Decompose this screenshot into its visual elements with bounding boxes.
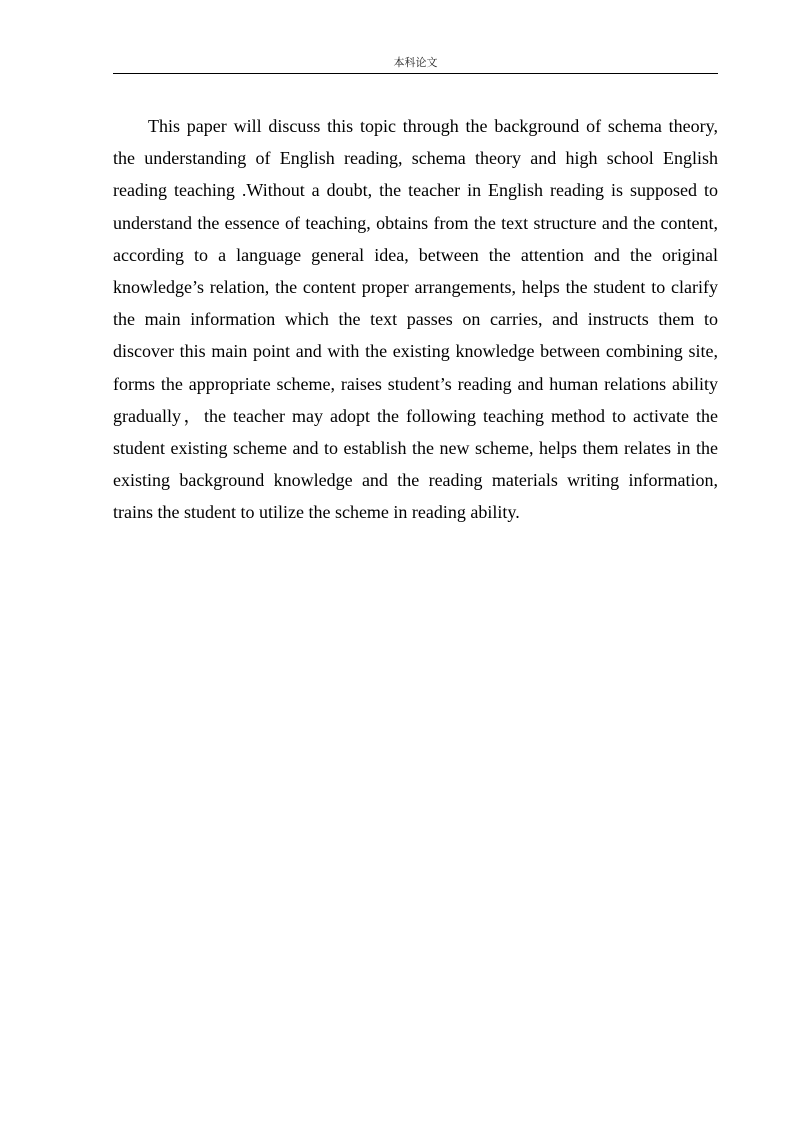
body-paragraph: This paper will discuss this topic through the background of schema theory, the understanding of English reading, schema theory and high school English reading teaching .Without a doubt, the teacher in English reading is supposed to understand the essence of teaching, obtains from the text structure and the content, according to a language general idea, between the attention and the original knowledge’s relation, the content proper arrangements, helps the student to clarify the main information which the text passes on carries, and instructs them to discover this main point and with the existing knowledge between combining site, forms the appropriate scheme, raises student’s reading and human relations ability gradually，the teacher may adopt the following teaching method to activate the student existing scheme and to establish the new scheme, helps them relates in the existing background knowledge and the reading materials writing information, trains the student to utilize the scheme in reading ability. <box>113 116 718 523</box>
running-header: 本科论文 <box>393 56 438 69</box>
header-rule <box>113 73 718 74</box>
